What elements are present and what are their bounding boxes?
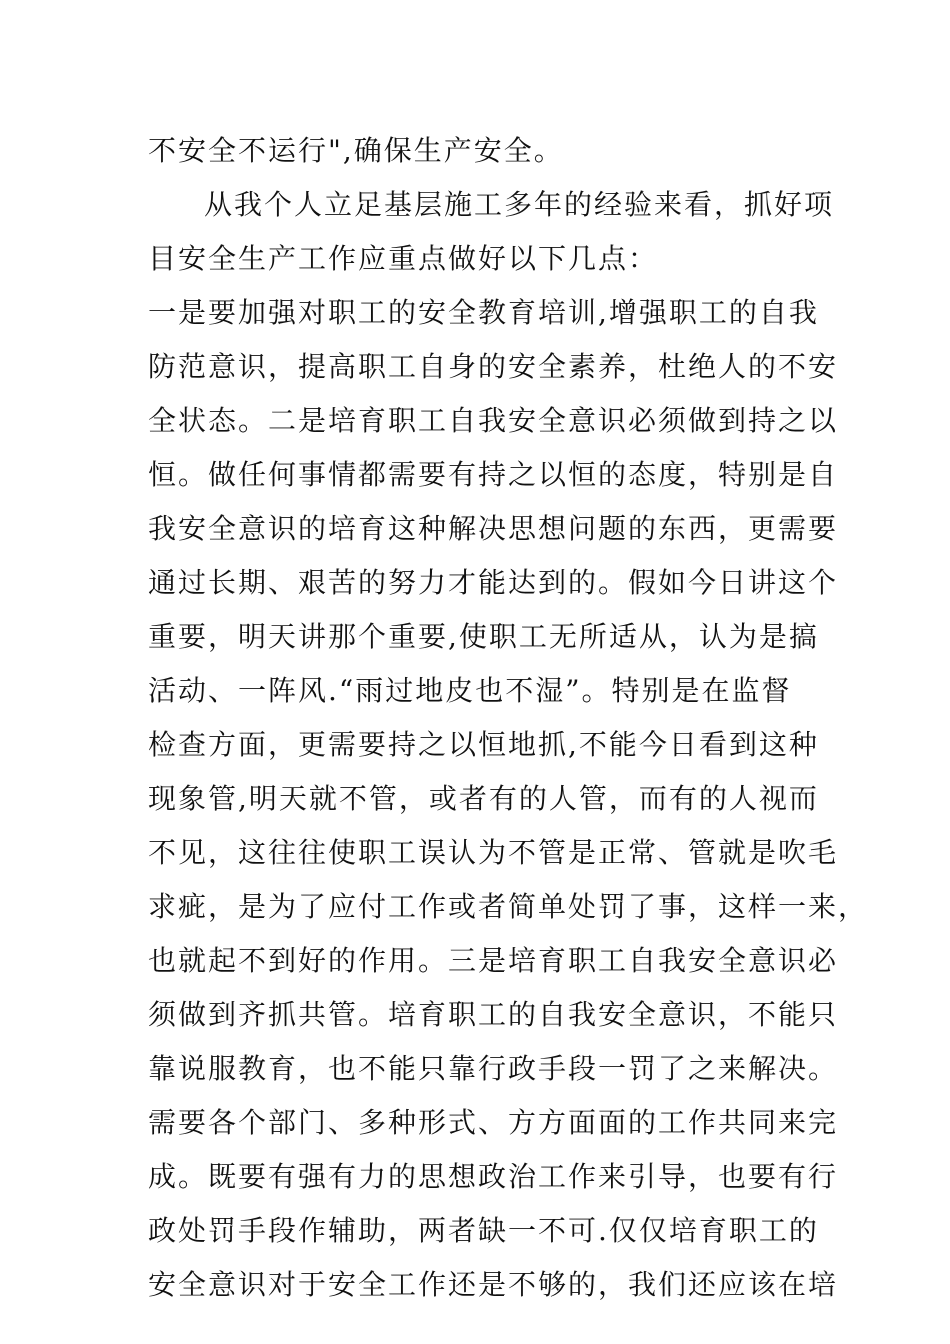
text-line: 防范意识，提高职工自身的安全素养，杜绝人的不安 — [148, 350, 839, 383]
text-line: 也就起不到好的作用。三是培育职工自我安全意识必 — [148, 944, 839, 977]
text-line: 从我个人立足基层施工多年的经验来看，抓好项 — [204, 188, 835, 221]
text-line: 我安全意识的培育这种解决思想问题的东西，更需要 — [148, 512, 839, 545]
text-line: 重要，明天讲那个重要,使职工无所适从，认为是搞 — [148, 620, 819, 653]
text-line: 安全意识对于安全工作还是不够的，我们还应该在培 — [148, 1268, 839, 1301]
text-line: 一是要加强对职工的安全教育培训,增强职工的自我 — [148, 296, 819, 329]
text-line: 不见，这往往使职工误认为不管是正常、管就是吹毛 — [148, 836, 839, 869]
text-line: 政处罚手段作辅助，两者缺一不可.仅仅培育职工的 — [148, 1214, 819, 1247]
text-line: 求疵，是为了应付工作或者简单处罚了事，这样一来， — [148, 890, 869, 923]
text-line: 需要各个部门、多种形式、方方面面的工作共同来完 — [148, 1106, 839, 1139]
text-line: 恒。做任何事情都需要有持之以恒的态度，特别是自 — [148, 458, 839, 491]
text-line: 须做到齐抓共管。培育职工的自我安全意识，不能只 — [148, 998, 839, 1031]
text-line: 全状态。二是培育职工自我安全意识必须做到持之以 — [148, 404, 839, 437]
text-line: 现象管,明天就不管，或者有的人管，而有的人视而 — [148, 782, 819, 815]
text-line: 不安全不运行",确保生产安全。 — [148, 134, 564, 167]
text-line: 活动、一阵风.“雨过地皮也不湿”。特别是在监督 — [148, 674, 792, 707]
document-body — [148, 124, 869, 1312]
text-line: 目安全生产工作应重点做好以下几点： — [148, 242, 659, 275]
text-line: 通过长期、艰苦的努力才能达到的。假如今日讲这个 — [148, 566, 839, 599]
text-line: 成。既要有强有力的思想政治工作来引导，也要有行 — [148, 1160, 839, 1193]
text-line: 检查方面，更需要持之以恒地抓,不能今日看到这种 — [148, 728, 819, 761]
text-line: 靠说服教育，也不能只靠行政手段一罚了之来解决。 — [148, 1052, 839, 1085]
